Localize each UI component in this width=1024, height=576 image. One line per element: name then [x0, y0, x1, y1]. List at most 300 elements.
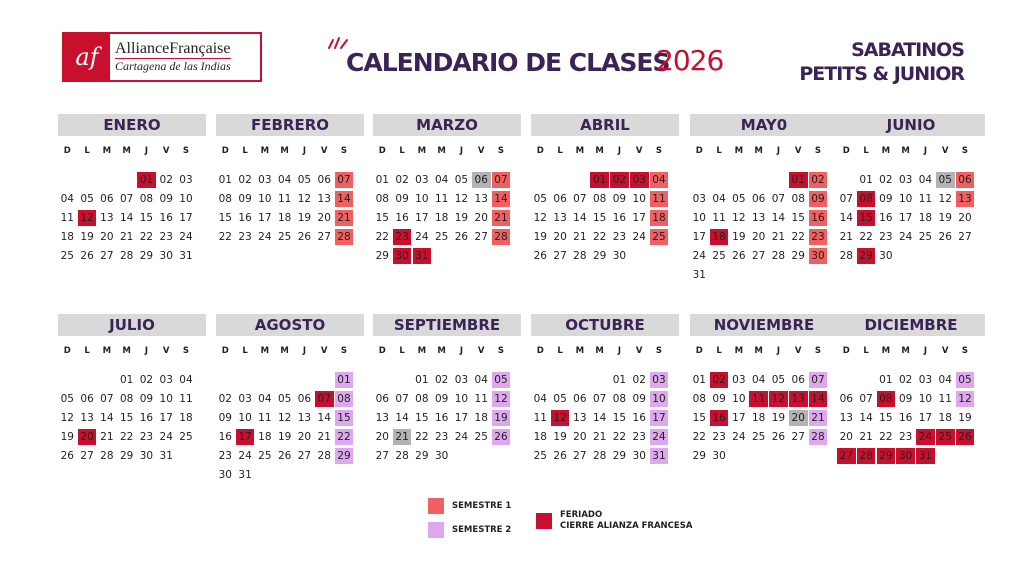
legend-semestre-2: [428, 522, 511, 538]
month-julio: [58, 314, 206, 467]
day-cell: 22: [335, 429, 354, 445]
day-cell: 05: [956, 372, 975, 388]
day-cell: 29: [415, 450, 429, 462]
legend-swatch-feriado: [536, 513, 552, 529]
day-cell: 17: [258, 212, 272, 224]
day-cell: 03: [918, 374, 933, 386]
af-logo-mark: af: [64, 34, 110, 80]
day-cell: 28: [592, 450, 607, 462]
day-cell: 07: [592, 393, 607, 405]
empty-day: [78, 172, 97, 188]
day-cell: 24: [258, 231, 272, 243]
month-febrero: [216, 114, 364, 248]
day-cell: 13: [297, 412, 312, 424]
weekday-label: J: [776, 146, 780, 156]
weekday-label: M: [102, 146, 112, 156]
weekday-label: S: [340, 146, 348, 156]
day-cell: 01: [590, 172, 609, 188]
day-cell: 06: [573, 393, 587, 405]
day-cell: 23: [632, 431, 646, 443]
day-cell: 16: [710, 410, 729, 426]
day-cell: 06: [297, 393, 312, 405]
day-cell: 07: [315, 391, 334, 407]
day-cell: 09: [879, 193, 893, 205]
day-cell: 16: [238, 212, 252, 224]
day-cell: 21: [771, 231, 786, 243]
weekday-label: V: [941, 146, 949, 156]
day-cell: 11: [533, 412, 547, 424]
weekday-label: D: [695, 146, 703, 156]
day-cell: 04: [918, 174, 933, 186]
day-cell: 02: [632, 374, 646, 386]
legend-swatch-semestre-2: [428, 522, 444, 538]
weekday-label: M: [280, 146, 289, 156]
day-cell: 22: [879, 431, 893, 443]
day-cell: 25: [751, 431, 766, 443]
day-cell: 19: [492, 410, 511, 426]
day-cell: 04: [533, 393, 547, 405]
weekday-label: L: [84, 346, 90, 356]
day-cell: 03: [650, 372, 669, 388]
day-cell: 10: [632, 193, 646, 205]
days-grid: [837, 372, 977, 467]
empty-day: [531, 372, 550, 388]
day-cell: 04: [650, 172, 669, 188]
day-cell: 03: [159, 374, 173, 386]
weekday-label: M: [280, 346, 289, 356]
month-name: ABRIL: [531, 114, 679, 136]
day-cell: 25: [434, 231, 449, 243]
day-cell: 02: [139, 374, 154, 386]
day-cell: 08: [692, 393, 706, 405]
day-cell: 27: [837, 448, 856, 464]
empty-day: [98, 172, 117, 188]
weekday-label: M: [595, 346, 604, 356]
day-cell: 17: [159, 412, 173, 424]
day-cell: 18: [918, 212, 933, 224]
day-cell: 09: [139, 393, 154, 405]
day-cell: 16: [218, 431, 232, 443]
day-cell: 10: [179, 193, 193, 205]
weekday-label: S: [182, 146, 190, 156]
day-cell: 17: [236, 429, 255, 445]
day-cell: 11: [712, 212, 726, 224]
day-cell: 11: [60, 212, 74, 224]
day-cell: 16: [612, 212, 627, 224]
weekday-label: M: [881, 146, 891, 156]
day-cell: 23: [139, 431, 154, 443]
day-cell: 12: [732, 212, 746, 224]
day-cell: 15: [139, 212, 154, 224]
month-name: AGOSTO: [216, 314, 364, 336]
day-cell: 24: [415, 231, 429, 243]
weekday-label: M: [102, 346, 112, 356]
day-cell: 19: [732, 231, 746, 243]
day-cell: 24: [732, 431, 746, 443]
weekday-label: M: [122, 146, 131, 156]
day-cell: 19: [553, 431, 567, 443]
month-name: NOVIEMBRE: [690, 314, 838, 336]
day-cell: 13: [375, 412, 389, 424]
weekday-label: V: [635, 346, 643, 356]
day-cell: 24: [916, 429, 935, 445]
day-cell: 29: [877, 448, 896, 464]
day-cell: 15: [612, 412, 627, 424]
day-cell: 31: [692, 269, 706, 281]
day-cell: 05: [936, 172, 955, 188]
day-cell: 30: [712, 450, 726, 462]
day-cell: 11: [277, 193, 292, 205]
day-cell: 14: [839, 212, 853, 224]
empty-day: [275, 372, 294, 388]
empty-day: [730, 172, 749, 188]
day-cell: 08: [857, 191, 876, 207]
days-grid: [373, 172, 513, 267]
alliance-francaise-logo: [62, 32, 262, 82]
weekday-label: M: [122, 346, 131, 356]
day-cell: 07: [839, 193, 853, 205]
weekday-label: S: [655, 346, 663, 356]
day-cell: 26: [732, 250, 746, 262]
day-cell: 22: [119, 431, 134, 443]
days-grid: [531, 172, 671, 267]
day-cell: 04: [179, 374, 193, 386]
month-may0: [690, 114, 838, 286]
day-cell: 13: [474, 193, 488, 205]
day-cell: 11: [650, 191, 669, 207]
day-cell: 16: [159, 212, 173, 224]
weekday-label: D: [536, 346, 544, 356]
day-cell: 10: [415, 193, 429, 205]
day-cell: 30: [393, 248, 412, 264]
empty-day: [256, 372, 275, 388]
empty-day: [98, 372, 117, 388]
weekday-label: M: [575, 146, 585, 156]
empty-day: [857, 372, 876, 388]
weekday-label: M: [437, 346, 446, 356]
weekday-label: L: [84, 146, 90, 156]
day-cell: 06: [751, 193, 766, 205]
program-subtitle: [799, 38, 964, 86]
day-cell: 06: [80, 393, 94, 405]
weekday-label: M: [437, 146, 446, 156]
day-cell: 17: [692, 231, 706, 243]
empty-day: [393, 372, 412, 388]
day-cell: 03: [898, 174, 913, 186]
weekday-label: S: [497, 346, 505, 356]
day-cell: 21: [317, 431, 331, 443]
day-cell: 22: [859, 231, 873, 243]
days-grid: [531, 372, 671, 467]
day-cell: 03: [415, 174, 429, 186]
day-cell: 12: [956, 391, 975, 407]
day-cell: 22: [218, 231, 232, 243]
empty-day: [571, 172, 590, 188]
day-cell: 02: [809, 172, 828, 188]
day-cell: 15: [119, 412, 134, 424]
weekday-label: V: [320, 346, 328, 356]
empty-day: [551, 372, 570, 388]
empty-day: [749, 172, 768, 188]
month-septiembre: [373, 314, 521, 467]
day-cell: 30: [896, 448, 915, 464]
day-cell: 17: [179, 212, 193, 224]
day-cell: 09: [632, 393, 646, 405]
empty-day: [78, 372, 97, 388]
weekday-label: J: [923, 146, 927, 156]
legend-label-feriado: FERIADO: [560, 510, 603, 520]
day-cell: 26: [492, 429, 511, 445]
weekday-label: J: [302, 146, 306, 156]
day-cell: 17: [732, 412, 746, 424]
weekday-label: D: [63, 346, 71, 356]
weekday-label: V: [941, 346, 949, 356]
day-cell: 12: [551, 410, 570, 426]
empty-day: [590, 372, 609, 388]
day-cell: 21: [492, 210, 511, 226]
day-cell: 09: [218, 412, 232, 424]
day-cell: 18: [474, 412, 488, 424]
weekday-label: L: [399, 146, 405, 156]
day-cell: 09: [612, 193, 627, 205]
weekday-label: M: [734, 146, 744, 156]
day-cell: 20: [317, 212, 331, 224]
day-cell: 06: [317, 174, 331, 186]
weekday-header: [216, 146, 364, 162]
weekday-label: L: [716, 346, 722, 356]
day-cell: 04: [434, 174, 449, 186]
day-cell: 28: [395, 450, 409, 462]
day-cell: 02: [238, 174, 252, 186]
day-cell: 28: [317, 450, 331, 462]
day-cell: 18: [650, 210, 669, 226]
subtitle-line-1: SABATINOS: [851, 39, 964, 61]
day-cell: 30: [612, 250, 627, 262]
day-cell: 04: [258, 393, 272, 405]
day-cell: 22: [375, 231, 389, 243]
day-cell: 18: [434, 212, 449, 224]
day-cell: 06: [100, 193, 114, 205]
day-cell: 30: [879, 250, 893, 262]
day-cell: 16: [434, 412, 449, 424]
day-cell: 05: [60, 393, 74, 405]
weekday-label: J: [617, 346, 621, 356]
day-cell: 01: [859, 174, 873, 186]
day-cell: 19: [454, 212, 469, 224]
day-cell: 18: [938, 412, 952, 424]
days-grid: [216, 172, 356, 248]
day-cell: 05: [454, 174, 469, 186]
empty-day: [837, 172, 856, 188]
day-cell: 06: [956, 172, 975, 188]
day-cell: 21: [592, 431, 607, 443]
empty-day: [295, 372, 314, 388]
day-cell: 07: [100, 393, 114, 405]
day-cell: 14: [119, 212, 134, 224]
day-cell: 10: [454, 393, 469, 405]
weekday-label: S: [814, 346, 822, 356]
days-grid: [58, 372, 198, 467]
day-cell: 23: [898, 431, 913, 443]
month-name: ENERO: [58, 114, 206, 136]
day-cell: 26: [60, 450, 74, 462]
empty-day: [315, 372, 334, 388]
day-cell: 24: [454, 431, 469, 443]
legend-feriado: [536, 510, 692, 532]
days-grid: [690, 172, 830, 286]
day-cell: 29: [139, 250, 154, 262]
day-cell: 25: [936, 429, 955, 445]
day-cell: 24: [692, 250, 706, 262]
day-cell: 01: [137, 172, 156, 188]
page-title: CALENDARIO DE CLASES: [346, 48, 670, 77]
day-cell: 18: [751, 412, 766, 424]
day-cell: 14: [771, 212, 786, 224]
day-cell: 30: [218, 469, 232, 481]
weekday-label: M: [901, 146, 910, 156]
day-cell: 12: [78, 210, 97, 226]
weekday-header: [690, 346, 838, 362]
day-cell: 07: [335, 172, 354, 188]
day-cell: 13: [751, 212, 766, 224]
day-cell: 01: [879, 374, 893, 386]
day-cell: 12: [60, 412, 74, 424]
weekday-label: M: [575, 346, 585, 356]
day-cell: 28: [335, 229, 354, 245]
day-cell: 22: [592, 231, 607, 243]
day-cell: 06: [791, 374, 805, 386]
days-grid: [216, 372, 356, 486]
day-cell: 15: [791, 212, 805, 224]
day-cell: 30: [632, 450, 646, 462]
weekday-label: V: [162, 146, 170, 156]
day-cell: 29: [791, 250, 805, 262]
day-cell: 23: [879, 231, 893, 243]
weekday-label: D: [536, 146, 544, 156]
legend-label-semestre-2: SEMESTRE 2: [452, 525, 512, 535]
day-cell: 24: [159, 431, 173, 443]
day-cell: 27: [573, 450, 587, 462]
month-name: JULIO: [58, 314, 206, 336]
month-abril: [531, 114, 679, 267]
weekday-label: M: [754, 346, 763, 356]
day-cell: 19: [938, 212, 952, 224]
day-cell: 18: [710, 229, 729, 245]
day-cell: 25: [474, 431, 488, 443]
weekday-label: V: [320, 146, 328, 156]
day-cell: 01: [692, 374, 706, 386]
month-name: OCTUBRE: [531, 314, 679, 336]
weekday-header: [531, 346, 679, 362]
day-cell: 10: [732, 393, 746, 405]
legend-label-cierre: CIERRE ALIANZA FRANCESA: [560, 521, 693, 531]
day-cell: 05: [80, 193, 94, 205]
day-cell: 08: [119, 393, 134, 405]
day-cell: 27: [375, 450, 389, 462]
weekday-header: [837, 346, 985, 362]
day-cell: 23: [393, 229, 412, 245]
weekday-label: L: [557, 346, 563, 356]
day-cell: 02: [710, 372, 729, 388]
day-cell: 12: [492, 391, 511, 407]
day-cell: 10: [692, 212, 706, 224]
day-cell: 08: [612, 393, 627, 405]
day-cell: 26: [80, 250, 94, 262]
day-cell: 03: [258, 174, 272, 186]
day-cell: 02: [898, 374, 913, 386]
day-cell: 27: [297, 450, 312, 462]
weekday-label: D: [221, 346, 229, 356]
day-cell: 20: [375, 431, 389, 443]
day-cell: 25: [258, 450, 272, 462]
day-cell: 20: [474, 212, 488, 224]
day-cell: 01: [415, 374, 429, 386]
day-cell: 29: [612, 450, 627, 462]
day-cell: 30: [809, 248, 828, 264]
day-cell: 10: [159, 393, 173, 405]
day-cell: 14: [100, 412, 114, 424]
month-name: JUNIO: [837, 114, 985, 136]
day-cell: 25: [712, 250, 726, 262]
day-cell: 22: [692, 431, 706, 443]
weekday-label: S: [497, 146, 505, 156]
day-cell: 20: [751, 231, 766, 243]
weekday-label: J: [617, 146, 621, 156]
day-cell: 03: [692, 193, 706, 205]
day-cell: 04: [277, 174, 292, 186]
day-cell: 16: [898, 412, 913, 424]
day-cell: 29: [335, 448, 354, 464]
day-cell: 27: [317, 231, 331, 243]
days-grid: [690, 372, 830, 467]
day-cell: 06: [472, 172, 491, 188]
day-cell: 08: [592, 193, 607, 205]
day-cell: 08: [218, 193, 232, 205]
weekday-label: S: [182, 346, 190, 356]
day-cell: 09: [898, 393, 913, 405]
day-cell: 07: [119, 193, 134, 205]
day-cell: 09: [809, 191, 828, 207]
day-cell: 16: [139, 412, 154, 424]
days-grid: [58, 172, 198, 267]
subtitle-line-2: PETITS & JUNIOR: [799, 63, 964, 85]
day-cell: 27: [100, 250, 114, 262]
day-cell: 20: [789, 410, 808, 426]
day-cell: 05: [533, 193, 547, 205]
day-cell: 16: [632, 412, 646, 424]
day-cell: 17: [415, 212, 429, 224]
day-cell: 14: [317, 412, 331, 424]
weekday-label: L: [399, 346, 405, 356]
weekday-label: S: [655, 146, 663, 156]
day-cell: 24: [238, 450, 252, 462]
weekday-label: L: [242, 346, 248, 356]
weekday-label: D: [221, 146, 229, 156]
empty-day: [531, 172, 550, 188]
day-cell: 03: [732, 374, 746, 386]
logo-text: [110, 34, 231, 80]
weekday-header: [373, 346, 521, 362]
day-cell: 11: [258, 412, 272, 424]
day-cell: 30: [139, 450, 154, 462]
day-cell: 03: [179, 174, 193, 186]
day-cell: 04: [751, 374, 766, 386]
day-cell: 26: [454, 231, 469, 243]
day-cell: 16: [879, 212, 893, 224]
weekday-header: [373, 146, 521, 162]
day-cell: 18: [179, 412, 193, 424]
day-cell: 08: [335, 391, 354, 407]
